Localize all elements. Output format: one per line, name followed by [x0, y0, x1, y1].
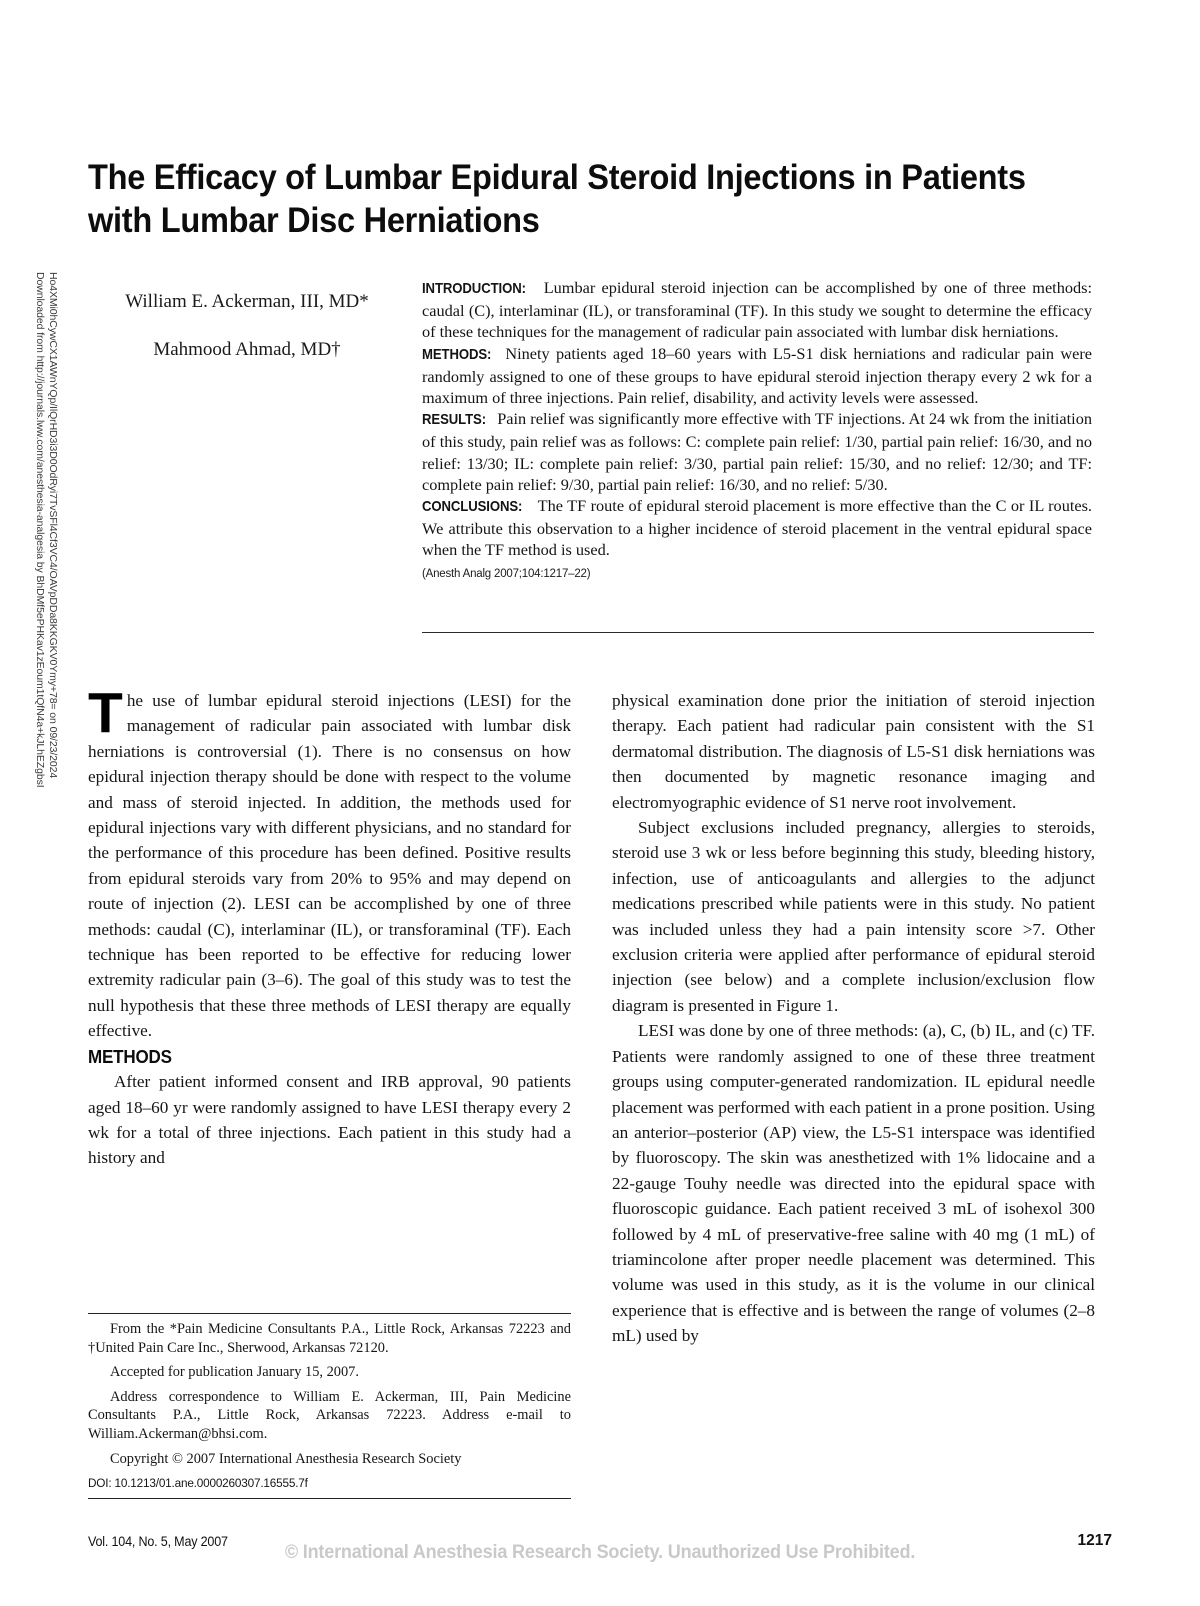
- body-column-right: [612, 688, 1095, 1349]
- download-watermark-line-2: Ho4XMi0hCywCX1AWnYQp/IlQrHD3i3D0OdRyi7TvSFl4Cf3VC4/OAVpDDa8KKGKV0Ymy+78= on 09/23/2024: [47, 272, 59, 779]
- abstract-label-conclusions: CONCLUSIONS:: [422, 499, 523, 516]
- abstract-section-results: [422, 408, 1092, 495]
- intro-paragraph-text: he use of lumbar epidural steroid injections (LESI) for the management of radicular pain associated with lumbar disk herniations is controversial (1). There is no consensus on how epidural injection therapy should be done with respect to the volume and mass of steroid injected. In addition, the methods used for epidural injections vary with different physicians, and no standard for the performance of this procedure has been defined. Positive results from epidural steroids vary from 20% to 95% and may depend on route of injection (2). LESI can be accomplished by one of three methods: caudal (C), interlaminar (IL), or transforaminal (TF). Each technique has been reported to be effective for reducing lower extremity radicular pain (3–6). The goal of this study was to test the null hypothesis that these three methods of LESI therapy are equally effective.: [88, 691, 571, 1041]
- abstract-text-conclusions: The TF route of epidural steroid placement is more effective than the C or IL routes. We attribute this observation to a higher incidence of steroid placement in the ventral epidural space when the TF method is used.: [422, 496, 1092, 560]
- abstract-text-introduction: Lumbar epidural steroid injection can be accomplished by one of three methods: caudal (C), interlaminar (IL), or transforaminal (TF). In this study we sought to determine the efficacy of these techniques for the management of radicular pain associated with lumbar disk herniations.: [422, 278, 1092, 342]
- abstract-section-introduction: [422, 277, 1092, 343]
- footer-copyright-watermark: © International Anesthesia Research Society. Unauthorized Use Prohibited.: [284, 1542, 916, 1563]
- methods-paragraph: After patient informed consent and IRB approval, 90 patients aged 18–60 yr were randomly assigned to have LESI therapy every 2 wk for a total of three injections. Each patient in this study had a history and: [88, 1072, 571, 1168]
- abstract: [422, 277, 1092, 585]
- footer-volume-info: Vol. 104, No. 5, May 2007: [88, 1534, 228, 1549]
- abstract-text-results: Pain relief was significantly more effective with TF injections. At 24 wk from the initiation of this study, pain relief was as follows: C: complete pain relief: 1/30, partial pain relief: 16/30, and no relief: 13/30; IL: complete pain relief: 3/30, partial pain relief: 15/30, and no relief: 12/30; and TF: complete pain relief: 9/30, partial pain relief: 16/30, and no relief: 5/30.: [422, 409, 1092, 494]
- abstract-label-methods: METHODS:: [422, 346, 492, 363]
- journal-citation: (Anesth Analg 2007;104:1217–22): [422, 567, 591, 580]
- footer-page-number: 1217: [1077, 1532, 1112, 1549]
- section-heading-methods: METHODS: [88, 1045, 172, 1067]
- footnote-accepted-date: Accepted for publication January 15, 2007.: [110, 1364, 359, 1381]
- article-title: The Efficacy of Lumbar Epidural Steroid Injections in Patients with Lumbar Disc Herniations: [88, 158, 1026, 241]
- right-paragraph-3: LESI was done by one of three methods: (a), C, (b) IL, and (c) TF. Patients were randomly assigned to one of these three treatment groups using computer-generated randomization. IL epidural needle placement was performed with each patient in a prone position. Using an anterior–posterior (AP) view, the L5-S1 interspace was identified by fluoroscopy. The skin was anesthetized with 1% lidocaine and a 22-gauge Touhy needle was directed into the epidural space with fluoroscopic guidance. Each patient received 3 mL of isohexol 300 followed by 4 mL of preservative-free saline with 40 mg (1 mL) of triamincolone after proper needle placement was determined. This volume was used in this study, as it is the volume in our clinical experience that is effective and is between the range of volumes (2–8 mL) used by: [612, 1021, 1095, 1346]
- right-paragraph-2: Subject exclusions included pregnancy, allergies to steroids, steroid use 3 wk or less before beginning this study, bleeding history, infection, use of anticoagulants and allergies to the adjunct medications prescribed while patients were in this study. No patient was included unless they had a pain intensity score >7. Other exclusion criteria were applied after performance of epidural steroid injection (see below) and a complete inclusion/exclusion flow diagram is presented in Figure 1.: [612, 818, 1095, 1015]
- abstract-label-introduction: INTRODUCTION:: [422, 281, 526, 297]
- footnote-affiliation: From the *Pain Medicine Consultants P.A., Little Rock, Arkansas 72223 and †United Pain Care Inc., Sherwood, Arkansas 72120.: [88, 1321, 571, 1356]
- author-name: Mahmood Ahmad, MD†: [153, 339, 341, 360]
- download-watermark-line-1: Downloaded from http://journals.lww.com/anesthesia-analgesia by BhDMf5ePHKav1zEoum1tQfN4a+kJLhEZgbsI: [34, 272, 46, 788]
- footnote-correspondence: Address correspondence to William E. Ackerman, III, Pain Medicine Consultants P.A., Little Rock, Arkansas 72223. Address e-mail to William.Ackerman@bhsi.com.: [88, 1388, 571, 1442]
- abstract-divider: [422, 632, 1094, 633]
- abstract-label-results: RESULTS:: [422, 412, 486, 429]
- abstract-section-methods: [422, 343, 1092, 409]
- footnote-doi: DOI: 10.1213/01.ane.0000260307.16555.7f: [88, 1476, 308, 1491]
- abstract-text-methods: Ninety patients aged 18–60 years with L5-S1 disk herniations and radicular pain were randomly assigned to one of these groups to have epidural steroid injection therapy every 2 wk for a maximum of three injections. Pain relief, disability, and activity levels were assessed.: [422, 343, 1092, 408]
- footnote-block: [88, 1320, 571, 1499]
- right-paragraph-1: physical examination done prior the initiation of steroid injection therapy. Each patient had radicular pain consistent with the S1 dermatomal distribution. The diagnosis of L5-S1 disk herniations was then documented by magnetic resonance imaging and electromyographic evidence of S1 nerve root involvement.: [612, 691, 1095, 812]
- drop-cap: T: [88, 681, 123, 745]
- footnote-divider-bottom: [88, 1498, 571, 1499]
- intro-paragraph: [88, 681, 571, 1044]
- footnote-divider-top: [88, 1313, 571, 1314]
- body-column-left: [88, 681, 571, 1171]
- author-name: William E. Ackerman, III, MD*: [125, 291, 369, 312]
- download-watermark: [28, 272, 76, 972]
- footnote-copyright: Copyright © 2007 International Anesthesia Research Society: [110, 1450, 462, 1467]
- author-list: [88, 278, 406, 374]
- abstract-section-conclusions: [422, 495, 1092, 561]
